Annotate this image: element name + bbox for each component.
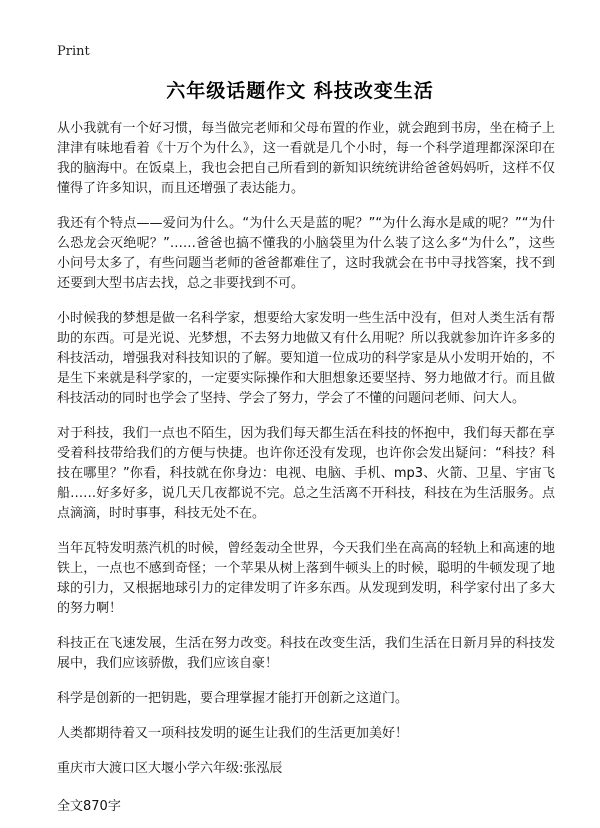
- paragraph-8: 人类都期待着又一项科技发明的诞生让我们的生活更加美好！: [57, 726, 409, 741]
- paragraph-3: 小时候我的梦想是做一名科学家，想要给大家发明一些生活中没有，但对人类生活有帮助的东西。可是光说、光梦想，不去努力地做又有什么用呢？所以我就参加许许多多的科技活动，增强我对科技知识的了解。要知道一位成功的科学家是从小发明开始的，不是生下来就是科学家的，一定要实际操作和大胆想象还要坚持、努力地做才行。而且做科技活动的同时也学会了坚持、学会了努力，学会了不懂的问题问老师、问大人。: [57, 311, 555, 406]
- paragraph-7: 科学是创新的一把钥匙，要合理掌握才能打开创新之这道门。: [57, 691, 409, 706]
- word-count: 全文870字: [57, 799, 121, 814]
- paragraph-2: 我还有个特点——爱问为什么。“为什么天是蓝的呢？”“为什么海水是咸的呢？”“为什么恐龙会灭绝呢？”……爸爸也搞不懂我的小脑袋里为什么装了这么多“为什么”，这些小问号太多了，有些问题当老师的爸爸都难住了，这时我就会在书中寻找答案，找不到还要到大型书店去找，总之非要找到不可。: [57, 216, 555, 291]
- print-link[interactable]: Print: [57, 44, 90, 59]
- article-title: 六年级话题作文 科技改变生活: [166, 80, 434, 102]
- paragraph-5: 当年瓦特发明蒸汽机的时候，曾经轰动全世界，今天我们坐在高高的轻轨上和高速的地铁上，一点也不感到奇怪；一个苹果从树上落到牛顿头上的时候，聪明的牛顿发现了地球的引力，又根据地球引力的定律发明了许多东西。从发现到发明，科学家付出了多大的努力啊！: [57, 541, 555, 616]
- paragraph-1: 从小我就有一个好习惯，每当做完老师和父母布置的作业，就会跑到书房，坐在椅子上津津有味地看着《十万个为什么》，这一看就是几个小时，每一个科学道理都深深印在我的脑海中。在饭桌上，我也会把自己所看到的新知识统统讲给爸爸妈妈听，这样不仅懂得了许多知识，而且还增强了表达能力。: [57, 121, 555, 196]
- paragraph-4: 对于科技，我们一点也不陌生，因为我们每天都生活在科技的怀抱中，我们每天都在享受着科技带给我们的方便与快捷。也许你还没有发现，也许你会发出疑问：“科技？科技在哪里？”你看，科技就在你身边：电视、电脑、手机、mp3、火箭、卫星、宇宙飞船……好多好多，说几天几夜都说不完。总之生活离不开科技，科技在为生活服务。点点滴滴，时时事事，科技无处不在。: [57, 426, 555, 521]
- paragraph-6: 科技正在飞速发展，生活在努力改变。科技在改变生活，我们生活在日新月异的科技发展中，我们应该骄傲，我们应该自豪！: [57, 636, 555, 671]
- article-body: [57, 119, 555, 817]
- author-signature: 重庆市大渡口区大堰小学六年级:张泓辰: [57, 761, 283, 776]
